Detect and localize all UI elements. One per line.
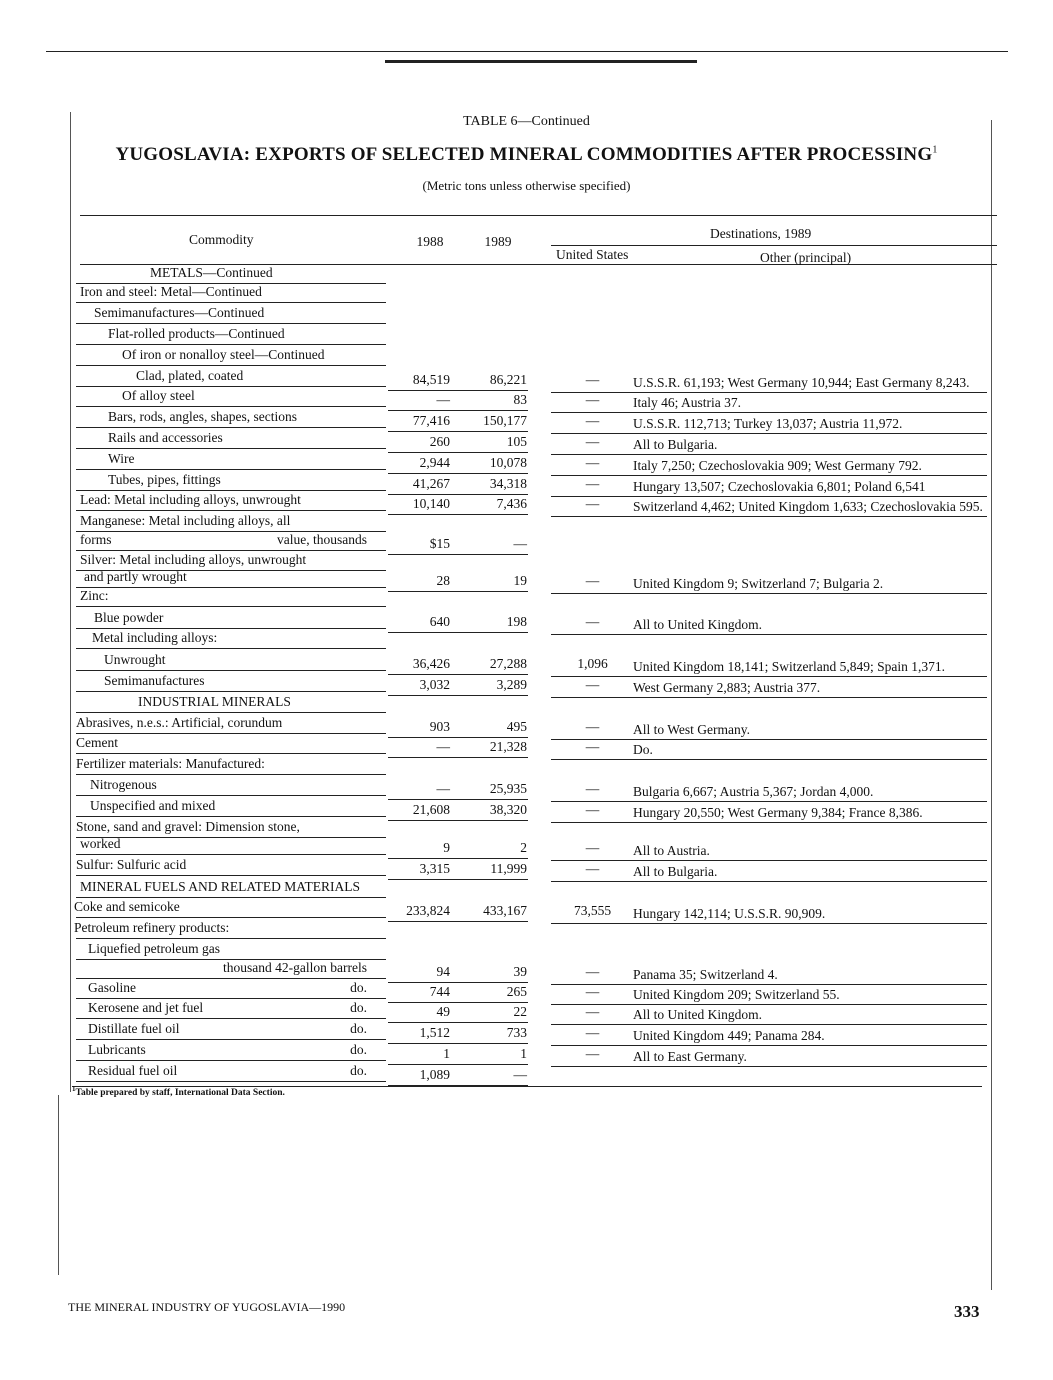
row-rule (76, 837, 386, 838)
row-rule (76, 648, 386, 649)
cell-other: Italy 7,250; Czechoslovakia 909; West Germany 792. (633, 458, 922, 473)
cell-1989: 86,221 (489, 372, 527, 387)
row-rule-values (388, 1002, 528, 1003)
cell-united-states: 1,096 (577, 656, 608, 671)
cell-other: All to United Kingdom. (633, 617, 762, 632)
row-rule-dest (551, 1066, 987, 1067)
row-rule (76, 917, 386, 918)
cell-1988: 94 (436, 964, 450, 979)
row-rule-values (388, 632, 528, 633)
cell-1988: 21,608 (412, 802, 450, 817)
cell-united-states: — (585, 1046, 600, 1061)
cell-united-states: — (585, 372, 600, 387)
row-rule-values (388, 799, 528, 800)
row-rule-values (388, 820, 528, 821)
row-label: worked (80, 836, 121, 851)
footnote (72, 1085, 285, 1098)
cell-1989: 11,999 (490, 861, 527, 876)
cell-1988: 1,089 (419, 1067, 450, 1082)
cell-united-states: — (585, 719, 600, 734)
page-number: 333 (954, 1302, 980, 1321)
cell-1988: 1 (443, 1046, 450, 1061)
cell-1989: 105 (506, 434, 527, 449)
cell-1989: 25,935 (489, 781, 527, 796)
cell-other: United Kingdom 9; Switzerland 7; Bulgaria 2. (633, 576, 884, 591)
cell-other: All to West Germany. (633, 722, 751, 737)
row-label: Distillate fuel oil (88, 1021, 180, 1036)
row-rule (76, 344, 386, 345)
row-label: METALS—Continued (150, 265, 273, 280)
row-rule (76, 774, 386, 775)
cell-united-states: 73,555 (573, 903, 612, 918)
cell-other: U.S.S.R. 112,713; Turkey 13,037; Austria 11,972. (633, 416, 903, 431)
row-rule (76, 712, 386, 713)
cell-united-states: — (585, 614, 600, 629)
cell-1988: — (436, 739, 450, 754)
col-1988: 1988 (416, 234, 444, 249)
cell-1988: — (436, 392, 450, 407)
cell-other: All to Bulgaria. (633, 437, 718, 452)
cell-united-states: — (585, 1004, 600, 1019)
row-label: MINERAL FUELS AND RELATED MATERIALS (80, 879, 360, 894)
cell-1988: 3,315 (419, 861, 450, 876)
row-unit: do. (350, 1021, 367, 1036)
cell-1988: $15 (429, 536, 450, 551)
cell-united-states: — (585, 677, 600, 692)
cell-other: Hungary 142,114; U.S.S.R. 90,909. (633, 906, 826, 921)
cell-1988: — (436, 781, 450, 796)
row-rule-values (388, 1043, 528, 1044)
cell-1989: 19 (513, 573, 527, 588)
cell-1988: 41,267 (412, 476, 450, 491)
cell-other: All to Bulgaria. (633, 864, 718, 879)
table-title (0, 144, 1053, 166)
cell-1988: 744 (429, 984, 450, 999)
row-rule-values (388, 921, 528, 922)
cell-1989: 733 (506, 1025, 527, 1040)
row-rule-values (388, 879, 528, 880)
left-margin-line-lower (58, 1095, 59, 1275)
row-rule (76, 469, 386, 470)
row-rule (76, 938, 386, 939)
row-label: Manganese: Metal including alloys, all (80, 513, 291, 528)
top-rule-thick (385, 60, 697, 63)
cell-1989: 7,436 (496, 496, 527, 511)
row-label: Coke and semicoke (74, 899, 180, 914)
row-rule (76, 816, 386, 817)
cell-1989: 495 (506, 719, 527, 734)
cell-1989: — (513, 536, 527, 551)
row-unit: value, thousands (277, 532, 367, 547)
row-rule (76, 302, 386, 303)
destinations-rule (551, 245, 997, 246)
row-label: Iron and steel: Metal—Continued (80, 284, 262, 299)
row-rule (76, 1039, 386, 1040)
table-caption: TABLE 6—Continued (463, 114, 590, 129)
row-rule-values (388, 757, 528, 758)
cell-other: Bulgaria 6,667; Austria 5,367; Jordan 4,000. (633, 784, 874, 799)
row-label: Semimanufactures—Continued (94, 305, 265, 320)
row-label: Nitrogenous (90, 777, 157, 792)
header-top-rule (80, 215, 997, 216)
cell-1989: 34,318 (489, 476, 527, 491)
cell-united-states: — (585, 413, 600, 428)
row-label: Stone, sand and gravel: Dimension stone, (76, 819, 300, 834)
cell-1988: 233,824 (406, 903, 450, 918)
row-unit: do. (350, 1042, 367, 1057)
cell-1989: 2 (520, 840, 527, 855)
footer-publication: THE MINERAL INDUSTRY OF YUGOSLAVIA—1990 (68, 1300, 346, 1314)
cell-other: Hungary 13,507; Czechoslovakia 6,801; Poland 6,541 (633, 479, 926, 494)
row-rule (76, 587, 386, 588)
row-label: Petroleum refinery products: (74, 920, 230, 935)
cell-1989: 3,289 (496, 677, 527, 692)
row-rule (76, 854, 386, 855)
row-rule-values (388, 982, 528, 983)
row-rule-values (388, 452, 528, 453)
row-rule-values (388, 1022, 528, 1023)
cell-1989: 27,288 (489, 656, 527, 671)
top-rule (46, 51, 1008, 52)
row-rule (76, 1018, 386, 1019)
cell-united-states: — (585, 802, 600, 817)
row-rule (76, 670, 386, 671)
row-rule (76, 875, 386, 876)
row-label: Wire (108, 451, 135, 466)
row-rule-dest (551, 759, 987, 760)
row-rule-values (388, 695, 528, 696)
col-destinations: Destinations, 1989 (710, 226, 812, 241)
row-label: Fertilizer materials: Manufactured: (76, 756, 265, 771)
row-rule-values (388, 473, 528, 474)
right-margin-line (991, 120, 992, 1290)
row-label: and partly wrought (84, 569, 187, 584)
cell-1988: 903 (429, 719, 450, 734)
row-label: Metal including alloys: (92, 630, 218, 645)
cell-1989: 198 (506, 614, 527, 629)
cell-1988: 49 (436, 1004, 450, 1019)
row-rule (76, 628, 386, 629)
row-rule-values (388, 737, 528, 738)
row-label: Tubes, pipes, fittings (108, 472, 221, 487)
row-rule (76, 1060, 386, 1061)
row-rule (76, 606, 386, 607)
row-label: Of alloy steel (122, 388, 195, 403)
row-rule (76, 998, 386, 999)
cell-united-states: — (585, 984, 600, 999)
footnote-mark: 1 (72, 1085, 76, 1093)
cell-united-states: — (585, 739, 600, 754)
row-label: Bars, rods, angles, shapes, sections (108, 409, 297, 424)
row-label: INDUSTRIAL MINERALS (138, 694, 291, 709)
cell-1989: 10,078 (489, 455, 527, 470)
cell-other: Do. (633, 742, 653, 757)
row-rule (76, 795, 386, 796)
row-rule-values (388, 410, 528, 411)
cell-united-states: — (585, 840, 600, 855)
row-label: Lubricants (88, 1042, 146, 1057)
row-rule-values (388, 514, 528, 515)
cell-1988: 640 (429, 614, 450, 629)
cell-other: United Kingdom 18,141; Switzerland 5,849; Spain 1,371. (633, 659, 945, 674)
row-label: Semimanufactures (104, 673, 205, 688)
row-rule-dest (551, 697, 987, 698)
cell-other: United Kingdom 449; Panama 284. (633, 1028, 825, 1043)
row-rule-values (388, 858, 528, 859)
row-rule-values (388, 431, 528, 432)
row-rule-dest (551, 516, 987, 517)
row-rule-values (388, 554, 528, 555)
col-1989: 1989 (484, 234, 512, 249)
row-rule-dest (551, 881, 987, 882)
cell-1989: 22 (513, 1004, 527, 1019)
cell-united-states: — (585, 964, 600, 979)
row-label: Unwrought (104, 652, 166, 667)
row-rule (76, 510, 386, 511)
cell-1989: 1 (520, 1046, 527, 1061)
row-rule (76, 550, 386, 551)
cell-1988: 260 (429, 434, 450, 449)
cell-other: Switzerland 4,462; United Kingdom 1,633; Czechoslovakia 595. (633, 499, 983, 514)
col-united-states: United States (556, 247, 629, 262)
cell-1989: 150,177 (483, 413, 527, 428)
cell-1989: 83 (513, 392, 527, 407)
cell-1989: 39 (513, 964, 527, 979)
cell-1988: 1,512 (419, 1025, 450, 1040)
row-rule (76, 386, 386, 387)
left-margin-line (70, 112, 71, 1092)
row-label: Kerosene and jet fuel (88, 1000, 204, 1015)
cell-1989: — (513, 1067, 527, 1082)
row-unit: do. (350, 1000, 367, 1015)
row-rule-dest (551, 634, 987, 635)
cell-united-states: — (585, 573, 600, 588)
row-rule (76, 490, 386, 491)
row-rule (76, 691, 386, 692)
cell-united-states: — (585, 496, 600, 511)
row-label: Silver: Metal including alloys, unwrought (80, 552, 307, 567)
cell-united-states: — (585, 861, 600, 876)
row-label: Flat-rolled products—Continued (108, 326, 285, 341)
row-rule (76, 1081, 386, 1082)
cell-other: Italy 46; Austria 37. (633, 395, 741, 410)
row-label: Cement (76, 735, 118, 750)
row-label: Sulfur: Sulfuric acid (76, 857, 187, 872)
row-label: Rails and accessories (108, 430, 223, 445)
cell-united-states: — (585, 434, 600, 449)
row-rule (76, 753, 386, 754)
cell-united-states: — (585, 392, 600, 407)
cell-1988: 84,519 (412, 372, 450, 387)
cell-other: United Kingdom 209; Switzerland 55. (633, 987, 840, 1002)
row-label: Lead: Metal including alloys, unwrought (80, 492, 301, 507)
row-label: Residual fuel oil (88, 1063, 178, 1078)
row-rule-values (388, 674, 528, 675)
cell-other: All to East Germany. (633, 1049, 747, 1064)
cell-other: West Germany 2,883; Austria 377. (633, 680, 821, 695)
row-label: Zinc: (80, 588, 109, 603)
cell-other: All to United Kingdom. (633, 1007, 762, 1022)
footnote-text: Table prepared by staff, International Data Section. (75, 1088, 285, 1099)
cell-1988: 3,032 (419, 677, 450, 692)
row-rule (76, 897, 386, 898)
cell-1989: 38,320 (489, 802, 527, 817)
cell-1989: 265 (506, 984, 527, 999)
row-rule (76, 733, 386, 734)
row-rule-values (388, 591, 528, 592)
row-label: Blue powder (94, 610, 164, 625)
col-commodity: Commodity (189, 232, 254, 247)
row-label: forms (80, 532, 112, 547)
row-unit: do. (350, 980, 367, 995)
row-label: Gasoline (88, 980, 136, 995)
row-rule (76, 978, 386, 979)
row-rule (76, 406, 386, 407)
cell-united-states: — (585, 781, 600, 796)
title-footnote-mark: 1 (932, 144, 938, 156)
row-rule-dest (551, 822, 987, 823)
row-unit: do. (350, 1063, 367, 1078)
cell-1988: 36,426 (412, 656, 450, 671)
cell-1989: 21,328 (489, 739, 527, 754)
cell-other: Hungary 20,550; West Germany 9,384; France 8,386. (633, 805, 923, 820)
row-unit: thousand 42-gallon barrels (223, 960, 367, 975)
cell-united-states: — (585, 476, 600, 491)
row-label: Of iron or nonalloy steel—Continued (122, 347, 325, 362)
row-rule (76, 365, 386, 366)
row-rule (76, 448, 386, 449)
row-rule-values (388, 390, 528, 391)
cell-1988: 77,416 (412, 413, 450, 428)
cell-1989: 433,167 (483, 903, 527, 918)
row-rule-values (388, 494, 528, 495)
cell-united-states: — (585, 455, 600, 470)
row-label: Liquefied petroleum gas (88, 941, 220, 956)
row-rule-dest (551, 923, 987, 924)
cell-other: Panama 35; Switzerland 4. (633, 967, 778, 982)
row-label: Abrasives, n.e.s.: Artificial, corundum (76, 715, 283, 730)
row-rule (76, 323, 386, 324)
row-label: Unspecified and mixed (90, 798, 216, 813)
cell-1988: 9 (443, 840, 450, 855)
cell-1988: 28 (436, 573, 450, 588)
table-subtitle: (Metric tons unless otherwise specified) (422, 178, 631, 193)
table-title-text: YUGOSLAVIA: EXPORTS OF SELECTED MINERAL COMMODITIES AFTER PROCESSING (115, 144, 933, 165)
cell-1988: 2,944 (419, 455, 450, 470)
cell-united-states: — (585, 1025, 600, 1040)
cell-other: All to Austria. (633, 843, 710, 858)
row-rule-values (388, 1064, 528, 1065)
cell-1988: 10,140 (412, 496, 450, 511)
row-rule (76, 427, 386, 428)
col-other: Other (principal) (760, 250, 852, 265)
cell-other: U.S.S.R. 61,193; West Germany 10,944; East Germany 8,243. (633, 375, 970, 390)
row-label: Clad, plated, coated (136, 368, 244, 383)
row-rule-dest (551, 593, 987, 594)
